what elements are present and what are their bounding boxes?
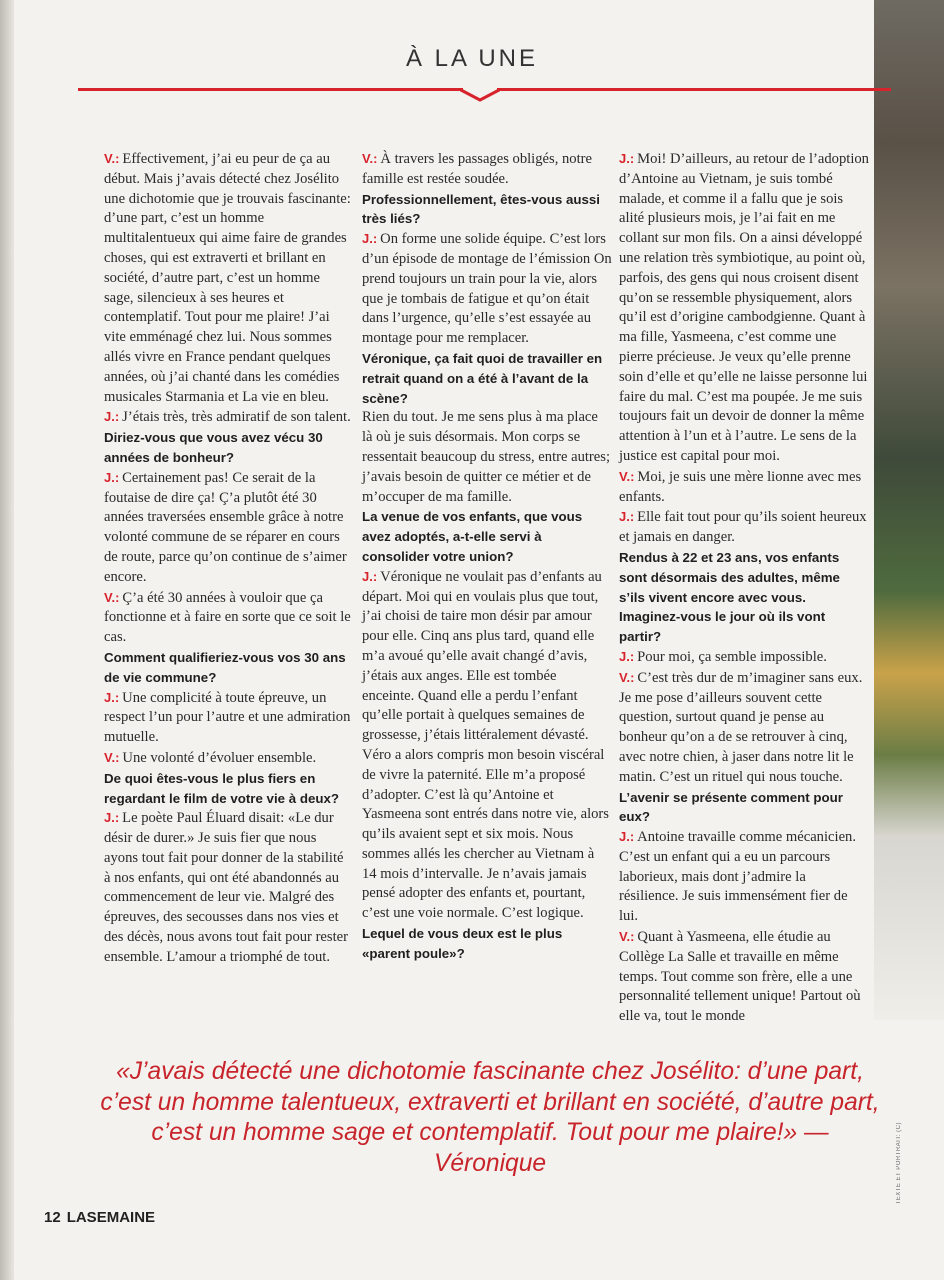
interview-answer — [619, 647, 869, 668]
interview-answer — [619, 927, 869, 1027]
answer-text: Le poète Paul Éluard disait: «Le dur désir de durer.» Je suis fier que nous ayons tout fait pour donner de la stabilité à nos enfants, qui ont été abandonnés au commencement de leur vie. Malgré des épreuves, des secousses dans nos vies et des décès, nous avons tout fait pour rester ensemble. L’amour a triomphé de tout. — [104, 810, 348, 965]
interview-answer — [362, 149, 612, 190]
article-column-3 — [619, 149, 869, 1027]
header-rule-notch — [460, 88, 500, 102]
answer-text: Effectivement, j’ai eu peur de ça au début. Mais j’avais détecté chez Josélito une dichotomie que je trouvais fascinante: d’une part, c’est un homme multitalentueux qui aime faire de grandes choses, qui est extraverti et brillant en société, d’autre part, c’est un homme sage, silencieux à ses heures et contemplatif. Tout pour me plaire! J’ai vite emménagé chez lui. Nous sommes allés vivre en France pendant quelques années, où j’ai chanté dans les comédies musicales Starmania et La vie en bleu. — [104, 151, 351, 405]
speaker-label: V.: — [104, 589, 120, 605]
answer-text: Moi, je suis une mère lionne avec mes enfants. — [619, 468, 862, 505]
interview-answer — [104, 588, 352, 648]
answer-text: Véronique ne voulait pas d’enfants au départ. Moi qui en voulais plus que tout, j’ai choisi de taire mon désir par amour pour elle. Cinq ans plus tard, quand elle m’a avoué qu’elle avait changé d’avis, j’étais aux anges. Elle est tombée enceinte. Quand elle a perdu l’enfant qu’elle portait à quelques semaines de grossesse, j’étais littéralement dévasté. Véro a alors compris mon besoin viscéral de vivre la paternité. Elle m’a proposé d’adopter. C’est là qu’Antoine et Yasmeena sont entrés dans notre vie, alors qu’ils avaient sept et six mois. Nous sommes allés les chercher au Vietnam à 14 mois d’intervalle. Je n’avais jamais pensé adopter des enfants et, pourtant, c’est une voie normale. C’est logique. — [362, 568, 609, 922]
interview-answer — [104, 688, 352, 748]
article-column-1 — [104, 149, 352, 968]
interview-question: Rendus à 22 et 23 ans, vos enfants sont désormais des adultes, même s’ils vivent encore avec vous. Imaginez-vous le jour où ils vont partir? — [619, 549, 840, 645]
interview-question: Comment qualifieriez-vous vos 30 ans de vie commune? — [104, 649, 346, 685]
interview-answer — [619, 827, 869, 927]
speaker-label: J.: — [362, 568, 378, 584]
interview-answer — [104, 808, 352, 967]
header-rule-right — [497, 88, 891, 91]
interview-answer — [619, 149, 869, 467]
answer-text: C’est très dur de m’imaginer sans eux. Je me pose d’ailleurs souvent cette question, surtout quand je pense au bonheur qu’on a de se retrouver à cinq, avec notre chien, à jaser dans notre lit le matin. C’est un rituel qui nous touche. — [619, 669, 863, 785]
answer-text: Une volonté d’évoluer ensemble. — [122, 749, 317, 766]
interview-answer — [104, 149, 352, 407]
speaker-label: V.: — [104, 749, 120, 765]
interview-answer — [104, 407, 352, 428]
speaker-label: J.: — [362, 231, 378, 247]
interview-answer — [104, 468, 352, 588]
article-column-2 — [362, 149, 612, 964]
answer-text: Rien du tout. Je me sens plus à ma place là où je suis désormais. Mon corps se ressentait beaucoup du stress, entre autres; j’avais besoin de quitter ce métier et de m’occuper de ma famille. — [362, 409, 611, 505]
speaker-label: V.: — [619, 468, 635, 484]
speaker-label: J.: — [619, 509, 635, 525]
interview-question: Diriez-vous que vous avez vécu 30 années de bonheur? — [104, 430, 323, 465]
speaker-label: J.: — [104, 810, 120, 826]
answer-text: Certainement pas! Ce serait de la foutaise de dire ça! Ç’a plutôt été 30 années traversées ensemble grâce à notre volonté commune de se réparer en cours de route, parce qu’on continue de s’aimer encore. — [104, 469, 347, 585]
answer-text: Quant à Yasmeena, elle étudie au Collège La Salle et travaille en même temps. Tout comme son frère, elle a une personnalité tellement unique! Partout où elle va, tout le monde — [619, 929, 861, 1025]
answer-text: Ç’a été 30 années à vouloir que ça fonctionne et à faire en sorte que ce soit le cas. — [104, 589, 351, 646]
interview-answer — [619, 668, 869, 788]
speaker-label: V.: — [619, 929, 635, 945]
speaker-label: V.: — [362, 151, 378, 166]
pull-quote: «J’avais détecté une dichotomie fascinante chez Josélito: d’une part, c’est un homme talentueux, extraverti et brillant en société, d’autre part, c’est un homme sage et contemplatif. Tout pour me plaire!» — Véronique — [100, 1058, 880, 1177]
section-title: À LA UNE — [405, 45, 539, 72]
answer-text: À travers les passages obligés, notre famille est restée soudée. — [362, 151, 592, 187]
interview-answer — [619, 467, 869, 508]
interview-answer — [619, 507, 869, 548]
interview-question: De quoi êtes-vous le plus fiers en regardant le film de votre vie à deux? — [104, 770, 339, 806]
interview-question: Professionnellement, êtes-vous aussi très liés? — [362, 191, 600, 227]
interview-answer — [362, 567, 612, 924]
interview-question: L’avenir se présente comment pour eux? — [619, 789, 843, 825]
page-footer — [44, 1209, 155, 1226]
photo-credit: TEXTE ET PORTRAIT: (C) — [896, 1122, 902, 1205]
speaker-label: V.: — [104, 151, 120, 166]
answer-text: J’étais très, très admiratif de son talent. — [122, 409, 351, 426]
answer-text: Pour moi, ça semble impossible. — [637, 648, 827, 665]
speaker-label: J.: — [619, 648, 635, 664]
speaker-label: J.: — [104, 409, 120, 425]
answer-text: Moi! D’ailleurs, au retour de l’adoption d’Antoine au Vietnam, je suis tombé malade, et comme il a fallu que je sois alité plusieurs mois, je l’ai fait en me collant sur mon fils. On a ainsi développé une relation très symbiotique, au point où, parfois, des gens qui nous croisent disent qu’on se ressemble physiquement, alors qu’il est d’origine cambodgienne. Quant à ma fille, Yasmeena, c’est comme une pierre précieuse. Je veux qu’elle prenne soin d’elle et qu’elle ne laisse personne lui faire du mal. C’est ma poupée. Je me suis toujours fait un devoir de donner la même attention à l’un et à l’autre. Le sens de la justice est capital pour moi. — [619, 151, 869, 464]
interview-answer — [362, 408, 612, 507]
speaker-label: V.: — [619, 669, 635, 685]
magazine-spine — [0, 0, 14, 1280]
publication-name: LASEMAINE — [66, 1209, 156, 1226]
interview-question: Véronique, ça fait quoi de travailler en retrait quand on a été à l’avant de la scène? — [362, 350, 603, 406]
answer-text: Une complicité à toute épreuve, un respect l’un pour l’autre et une admiration mutuelle. — [104, 689, 351, 746]
header-rule-left — [78, 88, 463, 91]
interview-question: La venue de vos enfants, que vous avez adoptés, a-t-elle servi à consolider votre union? — [362, 509, 583, 564]
speaker-label: J.: — [104, 469, 120, 485]
answer-text: On forme une solide équipe. C’est lors d’un épisode de montage de l’émission On prend toujours un train pour la vie, alors que je tombais de fatigue et qu’on était dans l’urgence, qu’elle s’est essayée au montage pour me remplacer. — [362, 231, 612, 347]
speaker-label: J.: — [619, 151, 635, 166]
speaker-label: J.: — [104, 689, 120, 705]
page-number: 12 — [44, 1209, 61, 1226]
interview-answer — [104, 748, 352, 769]
interview-question: Lequel de vous deux est le plus «parent poule»? — [362, 926, 563, 961]
photo-edge — [874, 0, 944, 1020]
answer-text: Antoine travaille comme mécanicien. C’est un enfant qui a eu un parcours laborieux, mais dont j’admire la résilience. Je suis immensément fier de lui. — [619, 829, 856, 925]
interview-answer — [362, 229, 612, 349]
answer-text: Elle fait tout pour qu’ils soient heureux et jamais en danger. — [619, 509, 867, 546]
speaker-label: J.: — [619, 829, 635, 845]
